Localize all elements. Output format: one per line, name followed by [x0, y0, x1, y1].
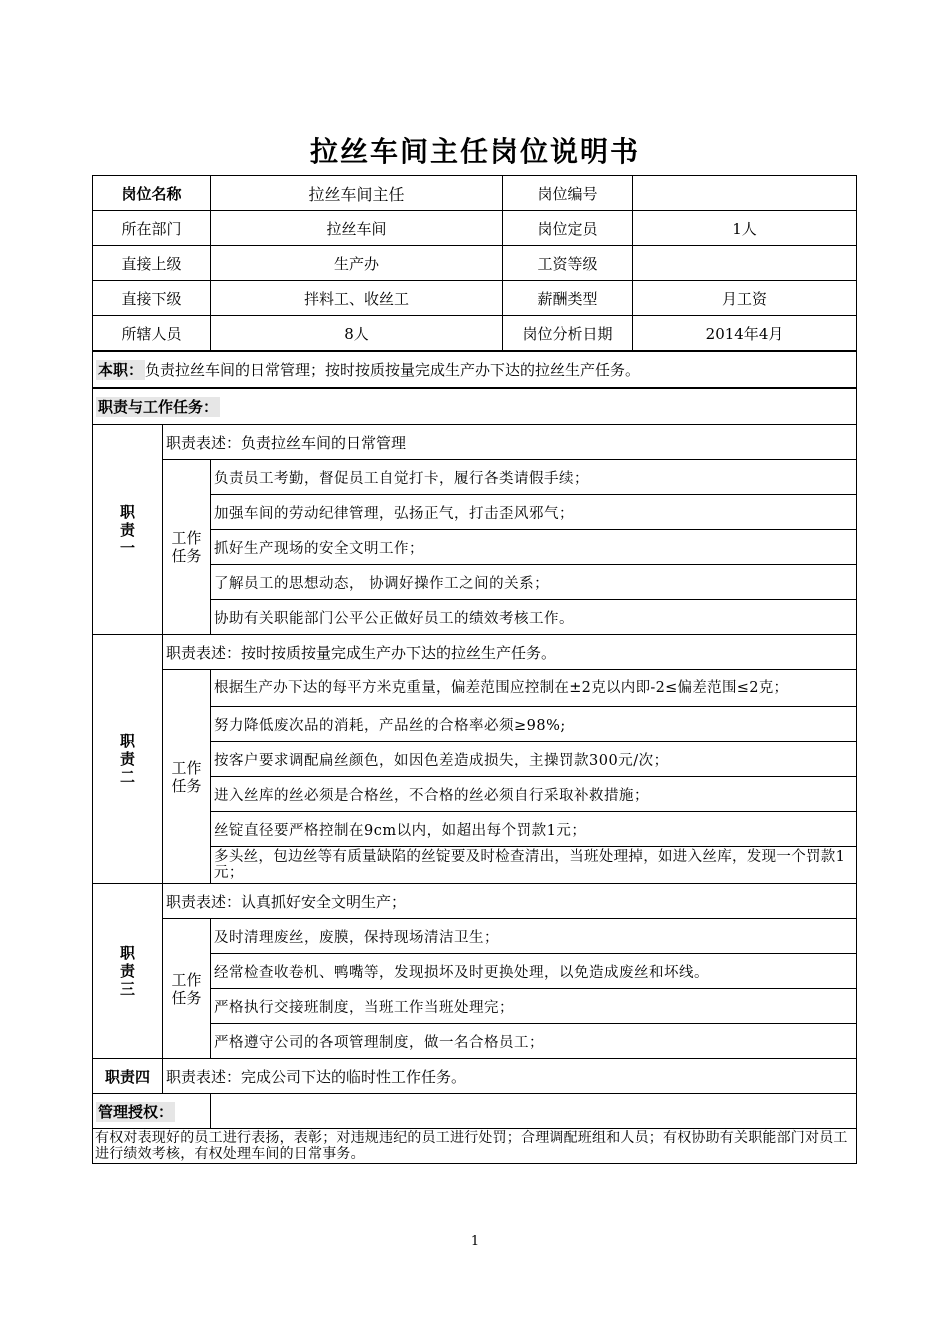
- duty3-task-1: 及时清理废丝，废膜，保持现场清洁卫生；: [211, 919, 857, 954]
- duty1-desc: 职责表述：负责拉丝车间的日常管理: [163, 425, 857, 460]
- duty2-task-3: 按客户要求调配扁丝颜色，如因色差造成损失，主操罚款300元/次；: [211, 742, 857, 777]
- staff-value: 8人: [211, 316, 503, 352]
- headcount-label: 岗位定员: [503, 211, 633, 246]
- position-name-label: 岗位名称: [93, 176, 211, 211]
- subordinate-value: 拌料工、收丝工: [211, 281, 503, 316]
- duty3-desc-row: [93, 884, 857, 919]
- duty3-desc: 职责表述：认真抓好安全文明生产；: [163, 884, 857, 919]
- analysis-date-value: 2014年4月: [633, 316, 857, 352]
- duty1-task-4: 了解员工的思想动态， 协调好操作工之间的关系；: [211, 565, 857, 600]
- duty3-task-4: 严格遵守公司的各项管理制度，做一名合格员工；: [211, 1024, 857, 1059]
- page-number: 1: [470, 1234, 480, 1249]
- salary-grade-label: 工资等级: [503, 246, 633, 281]
- info-row: [93, 211, 857, 246]
- duty1-task-3: 抓好生产现场的安全文明工作；: [211, 530, 857, 565]
- superior-value: 生产办: [211, 246, 503, 281]
- task-row: [93, 919, 857, 954]
- subordinate-label: 直接下级: [93, 281, 211, 316]
- duty2-task-2: 努力降低废次品的消耗，产品丝的合格率必须≥98%;: [211, 707, 857, 742]
- duty2-desc: 职责表述：按时按质按量完成生产办下达的拉丝生产任务。: [163, 635, 857, 670]
- duty2-name-text: 职责二: [119, 732, 135, 786]
- duty1-name-text: 职责一: [119, 502, 135, 557]
- authority-text-row: [93, 1129, 857, 1164]
- staff-label: 所辖人员: [93, 316, 211, 352]
- position-code-label: 岗位编号: [503, 176, 633, 211]
- duty1-task-2: 加强车间的劳动纪律管理，弘扬正气，打击歪风邪气；: [211, 495, 857, 530]
- authority-blank: [211, 1094, 857, 1129]
- duty2-name: [93, 635, 163, 884]
- duty2-task-6: 多头丝，包边丝等有质量缺陷的丝锭要及时检查清出，当班处理掉，如进入丝库，发现一个罚款1元；: [211, 847, 857, 884]
- duty2-task-1: 根据生产办下达的每平方米克重量，偏差范围应控制在±2克以内即-2≤偏差范围≤2克；: [211, 670, 857, 707]
- duty1-task-label: [163, 460, 211, 635]
- duty3-task-2: 经常检查收卷机、鸭嘴等，发现损坏及时更换处理，以免造成废丝和坏线。: [211, 954, 857, 989]
- main-duty-row: [93, 351, 857, 388]
- position-name-value: 拉丝车间主任: [211, 176, 503, 211]
- analysis-date-label: 岗位分析日期: [503, 316, 633, 352]
- department-value: 拉丝车间: [211, 211, 503, 246]
- duty1-task-5: 协助有关职能部门公平公正做好员工的绩效考核工作。: [211, 600, 857, 635]
- task-row: [93, 460, 857, 495]
- duty2-desc-row: [93, 635, 857, 670]
- task-label-text: 工作任务: [171, 970, 202, 1007]
- task-row: [93, 670, 857, 707]
- duty4-name: 职责四: [93, 1059, 163, 1094]
- job-description-table: [92, 175, 856, 1164]
- pay-type-label: 薪酬类型: [503, 281, 633, 316]
- main-duty-text: 负责拉丝车间的日常管理；按时按质按量完成生产办下达的拉丝生产任务。: [145, 361, 641, 379]
- task-label-text: 工作任务: [171, 758, 202, 795]
- authority-heading-row: [93, 1094, 857, 1129]
- position-code-value: [633, 176, 857, 211]
- info-row: [93, 281, 857, 316]
- pay-type-value: 月工资: [633, 281, 857, 316]
- info-row: [93, 246, 857, 281]
- duty3-task-label: [163, 919, 211, 1059]
- duty1-task-1: 负责员工考勤，督促员工自觉打卡，履行各类请假手续；: [211, 460, 857, 495]
- info-row: [93, 176, 857, 211]
- duty3-name-text: 职责三: [119, 944, 135, 998]
- department-label: 所在部门: [93, 211, 211, 246]
- headcount-value: 1人: [633, 211, 857, 246]
- salary-grade-value: [633, 246, 857, 281]
- authority-text: 有权对表现好的员工进行表扬，表彰；对违规违纪的员工进行处罚；合理调配班组和人员；有权协助有关职能部门对员工进行绩效考核，有权处理车间的日常事务。: [93, 1129, 857, 1164]
- info-row: [93, 316, 857, 352]
- duty2-task-5: 丝锭直径要严格控制在9cm以内，如超出每个罚款1元；: [211, 812, 857, 847]
- duties-heading-row: [93, 388, 857, 425]
- authority-heading: 管理授权：: [98, 1102, 174, 1121]
- duty4-row: [93, 1059, 857, 1094]
- duty3-name: [93, 884, 163, 1059]
- duty1-desc-row: [93, 425, 857, 460]
- duty2-task-label: [163, 670, 211, 884]
- duties-heading: 职责与工作任务：: [98, 398, 219, 416]
- superior-label: 直接上级: [93, 246, 211, 281]
- duty3-task-3: 严格执行交接班制度，当班工作当班处理完；: [211, 989, 857, 1024]
- duty1-name: [93, 425, 163, 635]
- duty2-task-4: 进入丝库的丝必须是合格丝，不合格的丝必须自行采取补救措施；: [211, 777, 857, 812]
- main-duty-label: 本职：: [98, 361, 144, 379]
- duty4-desc: 职责表述：完成公司下达的临时性工作任务。: [163, 1059, 857, 1094]
- task-label-text: 工作任务: [171, 529, 202, 565]
- document-title: 拉丝车间主任岗位说明书: [309, 135, 640, 168]
